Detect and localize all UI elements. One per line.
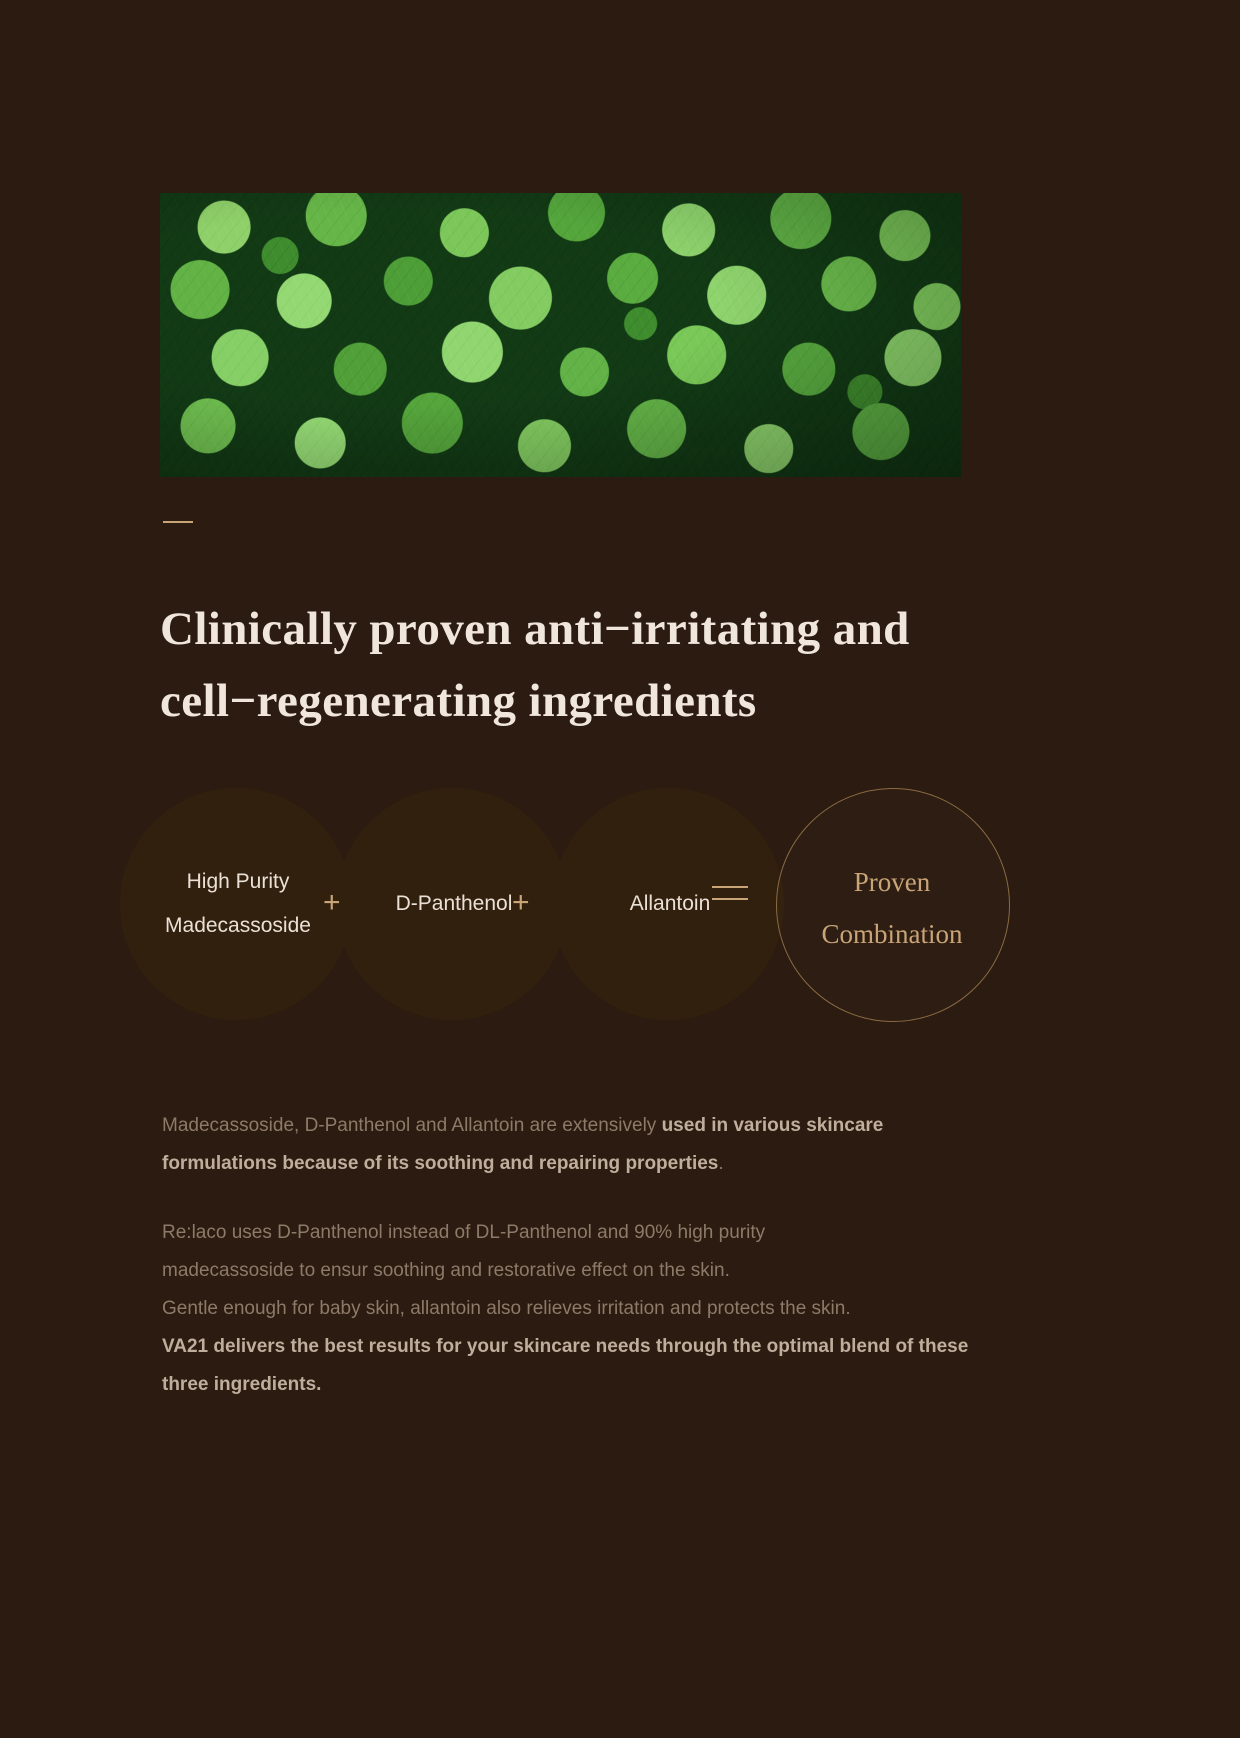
paragraph-2-line-1: Re:laco uses D-Panthenol instead of DL-Panthenol and 90% high purity [162,1222,766,1243]
paragraph-2-line-3: Gentle enough for baby skin, allantoin also relieves irritation and protects the skin. [162,1298,851,1319]
paragraph-1-bold: used in various skincare formulations because of its soothing and repairing properties [162,1115,884,1174]
equals-icon [712,886,748,902]
body-paragraph-2 [162,1214,1002,1404]
ingredient-label-madecassoside [138,860,338,948]
plus-icon-2: + [512,886,530,919]
leaf-shadow-overlay [160,193,961,477]
ingredient-1-line-1: High Purity [186,870,290,893]
result-line-2: Combination [821,919,963,949]
page-title: Clinically proven anti−irritating and cell−regenerating ingredients [160,603,910,728]
body-paragraph-1 [162,1107,1002,1183]
paragraph-2-bold: VA21 delivers the best results for your skincare needs through the optimal blend of these three ingredients. [162,1336,969,1395]
ingredient-label-allantoin: Allantoin [629,892,711,915]
ingredient-1-line-2: Madecassoside [165,914,311,937]
ingredient-combination [120,788,1120,1020]
result-label-proven-combination [792,856,992,960]
paragraph-1-normal: Madecassoside, D-Panthenol and Allantoin are extensively [162,1115,662,1136]
ingredient-label-d-panthenol: D-Panthenol [395,892,513,915]
result-line-1: Proven [853,867,931,897]
paragraph-2-line-2: madecassoside to ensur soothing and restorative effect on the skin. [162,1260,730,1281]
paragraph-1-end: . [718,1153,724,1174]
plus-icon-1: + [323,886,341,919]
section-divider-dash [163,521,193,523]
hero-image [160,193,961,477]
